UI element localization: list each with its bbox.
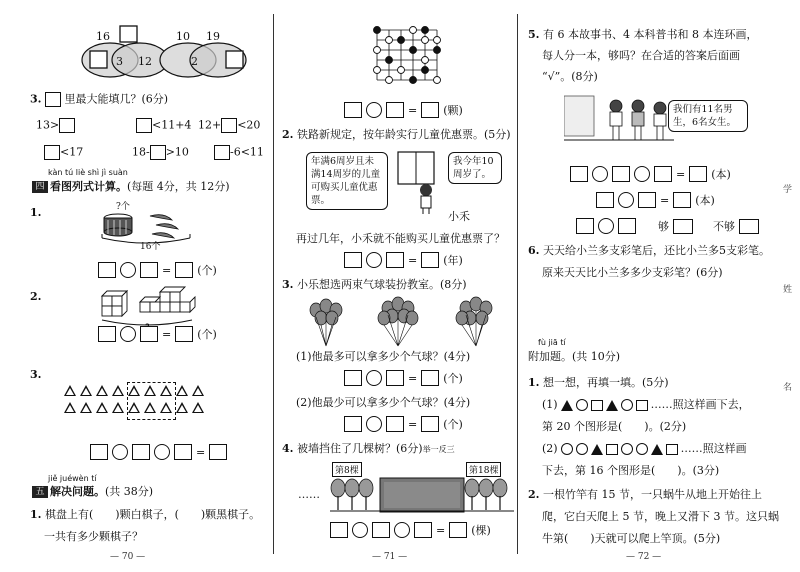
problem-1-number: 1. [30, 206, 42, 219]
circle-icon [636, 443, 648, 455]
section-4-pinyin: kàn tú liè shì jì suàn [48, 168, 128, 177]
answer-box[interactable] [214, 145, 230, 160]
question-3b-equation: = (个) [344, 416, 463, 432]
answer-box[interactable] [421, 252, 439, 268]
operator-circle[interactable] [592, 166, 608, 182]
answer-box[interactable] [90, 444, 108, 460]
square-icon [591, 400, 603, 411]
extra-question-2-line2: 爬，它白天爬上 5 节，晚上又滑下 3 节。这只蜗 [542, 510, 779, 523]
operator-circle[interactable] [366, 370, 382, 386]
square-icon [666, 444, 678, 455]
answer-box[interactable] [209, 444, 227, 460]
answer-box[interactable] [421, 416, 439, 432]
ineq-r1c: 12+ <20 [198, 118, 261, 132]
answer-box[interactable] [386, 416, 404, 432]
question-6-line2: 原来天天比小兰多多少支彩笔？(6分) [542, 266, 723, 279]
answer-box[interactable] [136, 118, 152, 133]
answer-box[interactable] [421, 102, 439, 118]
operator-circle[interactable] [598, 218, 614, 234]
tree-8-label: 第8棵 [332, 462, 362, 477]
problem-3-number: 3. [30, 368, 42, 381]
extra-question-2-line1: 2. 一根竹竿有 15 节，一只蜗牛从地上开始往上 [528, 488, 762, 501]
question-5-equation-2: = (本) [596, 192, 715, 208]
answer-box[interactable] [98, 326, 116, 342]
answer-box[interactable] [175, 262, 193, 278]
enough-answer-box[interactable] [673, 219, 693, 234]
column-divider-1 [273, 14, 274, 554]
answer-box[interactable] [618, 218, 636, 234]
page-72-column [520, 0, 800, 572]
margin-label-3: 名 [782, 383, 792, 393]
section-5-question-1-line2: 一共有多少颗棋子？ [44, 530, 143, 543]
margin-label-2: 姓 [782, 285, 792, 295]
go-board-image [372, 26, 442, 88]
venn-right-b: 19 [206, 30, 220, 43]
operator-circle[interactable] [366, 252, 382, 268]
page-number-71: — 71 — [372, 552, 408, 562]
question-2-title: 2. 铁路新规定，按年龄实行儿童优惠票。(5分) [282, 128, 511, 141]
not-enough-answer-box[interactable] [739, 219, 759, 234]
question-3a-text: (1)他最多可以拿多少个气球？(4分) [296, 350, 471, 363]
operator-circle[interactable] [618, 192, 634, 208]
problem-1-top-label: ?个 [116, 202, 130, 212]
operator-circle[interactable] [112, 444, 128, 460]
class-speech-bubble: 我们有11名男生，6名女生。 [668, 100, 748, 132]
question-4-title: 4. 被墙挡住了几棵树？(6分)举一反三 [282, 442, 455, 455]
operator-circle[interactable] [366, 416, 382, 432]
question-5-equation-1: = (本) [570, 166, 731, 182]
page-number-72: — 72 — [626, 552, 662, 562]
section-5-heading: 五 解决问题。(共 38分) [32, 485, 153, 499]
triangle-icon [561, 400, 573, 411]
question-5-line3: “√”。(8分) [542, 70, 598, 83]
question-6-line1: 6. 天天给小兰多支彩笔后，还比小兰多5支彩笔。 [528, 244, 770, 257]
kid-window-image [396, 150, 438, 216]
answer-box[interactable] [140, 262, 158, 278]
venn-right-a: 10 [176, 30, 190, 43]
answer-box[interactable] [344, 252, 362, 268]
question-3b-text: (2)他最少可以拿多少个气球？(4分) [296, 396, 471, 409]
answer-box[interactable] [386, 370, 404, 386]
classroom-kids-image [564, 94, 674, 144]
circle-icon [576, 443, 588, 455]
answer-box[interactable] [638, 192, 656, 208]
answer-box[interactable] [449, 522, 467, 538]
question-2-ask: 再过几年，小禾就不能购买儿童优惠票了？ [296, 232, 505, 245]
ineq-r1a: 13> [36, 118, 75, 133]
question-3-title: 3. 小乐想选两束气球装扮教室。(8分) [282, 278, 467, 291]
pattern-2: (2) ……照这样画 [542, 442, 747, 455]
section-5-question-1: 1. 棋盘上有( )颗白棋子，( )颗黑棋子。 [30, 508, 261, 521]
operator-circle[interactable] [154, 444, 170, 460]
answer-box[interactable] [98, 262, 116, 278]
answer-box[interactable] [221, 118, 237, 133]
answer-box[interactable] [596, 192, 614, 208]
question-4-equation: = (棵) [330, 522, 491, 538]
square-icon [636, 400, 648, 411]
triangle-icon [606, 400, 618, 411]
answer-box[interactable] [140, 326, 158, 342]
page-71-column [276, 0, 516, 572]
venn-left-b: 12 [138, 55, 152, 68]
tree-18-label: 第18棵 [466, 462, 501, 477]
answer-box[interactable] [344, 102, 362, 118]
kid-speech-bubble: 我今年10周岁了。 [448, 152, 502, 184]
answer-box[interactable] [689, 166, 707, 182]
triangle-icon [591, 444, 603, 455]
circle-icon [621, 399, 633, 411]
ineq-r2b: 18- >10 [132, 145, 189, 159]
pattern-1-line2: 第 20 个图形是( )。(2分) [542, 420, 687, 433]
operator-circle[interactable] [394, 522, 410, 538]
question-5-compare: 够 不够 [576, 218, 759, 234]
question-5-line2: 每人分一本，够吗？在合适的答案后面画 [542, 49, 740, 62]
answer-box[interactable] [576, 218, 594, 234]
kid-name: 小禾 [448, 210, 470, 223]
rule-notice: 年满6周岁且未满14周岁的儿童可购买儿童优惠票。 [306, 152, 388, 210]
venn-left-middle: 3 [116, 55, 123, 68]
answer-box[interactable] [132, 444, 150, 460]
circle-icon [576, 399, 588, 411]
answer-box[interactable] [570, 166, 588, 182]
section-5-pinyin: jiě juéwèn tí [48, 474, 97, 483]
answer-box[interactable] [45, 92, 61, 107]
problem-1-equation: = (个) [98, 262, 217, 278]
section-4-heading: 四 看图列式计算。(每题 4分，共 12分) [32, 180, 230, 194]
tree-dots: …… [298, 488, 320, 501]
ineq-r2c: -6<11 [214, 145, 264, 160]
problem-2-equation: = (个) [98, 326, 217, 342]
circle-icon [561, 443, 573, 455]
answer-box[interactable] [386, 252, 404, 268]
answer-box[interactable] [421, 370, 439, 386]
extra-question-2-line3: 牛第( )天就可以爬上竿顶。(5分) [542, 532, 721, 545]
answer-box[interactable] [654, 166, 672, 182]
pattern-2-line2: 下去，第 16 个图形是( )。(3分) [542, 464, 720, 477]
question-1-equation: = (颗) [344, 102, 463, 118]
answer-box[interactable] [59, 118, 75, 133]
answer-box[interactable] [344, 370, 362, 386]
dashed-selection [127, 382, 176, 420]
column-divider-2 [517, 14, 518, 554]
problem-1-bottom-label: 16个 [140, 242, 161, 252]
page-number-70: — 70 — [110, 552, 146, 562]
operator-circle[interactable] [120, 262, 136, 278]
answer-box[interactable] [673, 192, 691, 208]
question-3-title: 3. 里最大能填几？(6分) [30, 92, 169, 106]
question-2-equation: = (年) [344, 252, 463, 268]
page-70-column [0, 0, 272, 572]
extra-pinyin: fù jiā tí [538, 338, 566, 347]
answer-box[interactable] [174, 444, 192, 460]
question-5-line1: 5. 有 6 本故事书、4 本科普书和 8 本连环画， [528, 28, 758, 41]
answer-box[interactable] [372, 522, 390, 538]
margin-label-1: 学 [782, 185, 792, 195]
pattern-1: (1) ……照这样画下去， [542, 398, 750, 411]
answer-box[interactable] [386, 102, 404, 118]
operator-circle[interactable] [352, 522, 368, 538]
answer-box[interactable] [44, 145, 60, 160]
operator-circle[interactable] [120, 326, 136, 342]
trees-and-wall-image [330, 474, 514, 514]
problem-2-number: 2. [30, 290, 42, 303]
circle-icon [621, 443, 633, 455]
ineq-r1b: <11+4 [136, 118, 191, 133]
question-3a-equation: = (个) [344, 370, 463, 386]
square-icon [606, 444, 618, 455]
answer-box[interactable] [414, 522, 432, 538]
venn-left-a: 16 [96, 30, 110, 43]
venn-right-middle: 2 [191, 55, 198, 68]
extra-heading: 附加题。(共 10分) [528, 350, 621, 363]
answer-box[interactable] [175, 326, 193, 342]
answer-box[interactable] [344, 416, 362, 432]
answer-box[interactable] [612, 166, 630, 182]
operator-circle[interactable] [634, 166, 650, 182]
extra-question-1: 1. 想一想，再填一填。(5分) [528, 376, 669, 389]
answer-box[interactable] [150, 145, 166, 160]
triangle-icon [651, 444, 663, 455]
problem-3-equation: = [90, 444, 227, 460]
operator-circle[interactable] [366, 102, 382, 118]
ineq-r2a: <17 [44, 145, 83, 160]
answer-box[interactable] [330, 522, 348, 538]
balloon-bunches-image [306, 296, 506, 352]
